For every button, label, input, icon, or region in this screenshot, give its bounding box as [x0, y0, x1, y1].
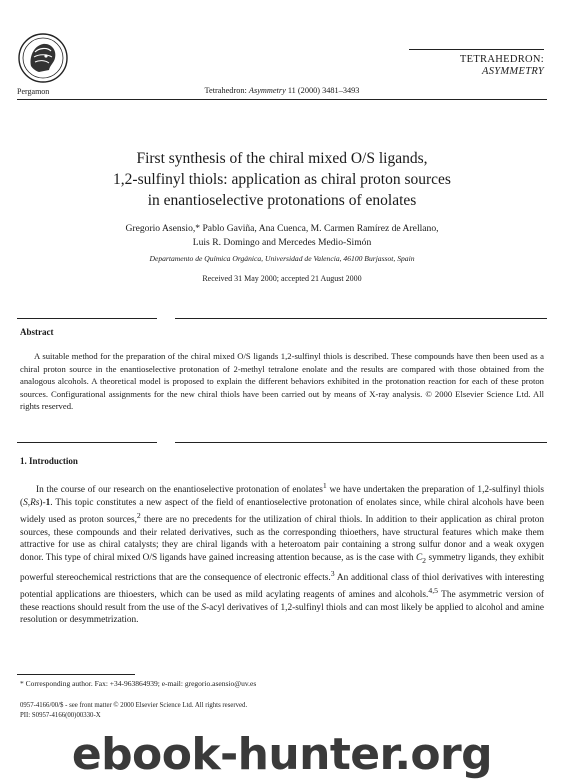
title-line: in enantioselective protonations of enolates: [147, 192, 417, 209]
title-line: 1,2-sulfinyl thiols: application as chiral proton sources: [113, 171, 451, 188]
citation-journal-prefix: Tetrahedron:: [204, 86, 249, 95]
symmetry-subscript: 2: [422, 556, 427, 566]
section-heading-introduction: 1. Introduction: [20, 456, 78, 466]
citation-volume-pages: 11 (2000) 3481–3493: [285, 86, 360, 95]
intro-text: In the course of our research on the enantioselective protonation of enolates: [36, 485, 323, 496]
abstract-heading: Abstract: [20, 327, 54, 337]
citation-journal-italic: Asymmetry: [248, 86, 286, 95]
intro-text: symmetry ligands, they exhibit powerful stereochemical restrictions that are the consequence of electronic effects.: [20, 553, 544, 583]
journal-name-line1: TETRAHEDRON:: [459, 54, 544, 65]
corresponding-author-footnote: * Corresponding author. Fax: +34-963864939; e-mail: gregorio.asensio@uv.es: [20, 679, 257, 688]
footnote-divider: [17, 674, 135, 675]
divider-short-bottom: [17, 442, 157, 443]
journal-name-box: [409, 49, 544, 78]
watermark-text: ebook-hunter.org: [71, 729, 493, 780]
authors-line: Gregorio Asensio,* Pablo Gaviña, Ana Cuenca, M. Carmen Ramírez de Arellano,: [125, 223, 439, 234]
symmetry-symbol: C: [415, 553, 423, 564]
divider-long-top: [175, 318, 547, 319]
abstract-text: A suitable method for the preparation of the chiral mixed O/S ligands 1,2-sulfinyl thiols is described. These compounds have then been used as a chiral proton source in the enantioselective protonation of 2-methyl tetralone enolate and the results are compared with those obtained from the analogous alcohols. A theoretical model is proposed to explain the different behaviors exhibited in the protonation reaction for each of these proton sources. Configurational assignments for the new chiral thiols have been carried out by means of X-ray analysis. © 2000 Elsevier Science Ltd. All rights reserved.: [20, 351, 544, 412]
received-dates: Received 31 May 2000; accepted 21 August 2000: [202, 274, 362, 283]
acyl-prefix: S: [201, 602, 206, 613]
affiliation: Departamento de Química Orgánica, Universidad de Valencia, 46100 Burjassot, Spain: [149, 254, 415, 263]
issn-line: 0957-4166/00/$ - see front matter © 2000 Elsevier Science Ltd. All rights reserved.: [20, 702, 248, 709]
citation-ref: 4,5: [428, 585, 439, 595]
citation-ref: 2: [136, 510, 141, 520]
stereo-descriptor: S,Rs: [23, 497, 40, 508]
introduction-paragraph: [20, 480, 544, 627]
intro-text: we have undertaken the preparation of 1,2-sulfinyl thiols (: [20, 485, 545, 508]
divider-short-top: [17, 318, 157, 319]
intro-text: -acyl derivatives of 1,2-sulfinyl thiols and can most likely be applied to alcohol and amine resolution or desymmetrization.: [20, 602, 544, 626]
intro-text: The asymmetric version of these reactions should result from the use of the: [20, 589, 544, 613]
intro-text: there are no precedents for the utilization of chiral thiols. In addition to their application as chiral proton sources, these compounds and their related derivatives, such as the corresponding thioethers, have structural features which make them attractive for use as chiral catalysts; they are chiral ligands with a heteroatom pair containing a strong sulfur donor and a weak oxygen donor. This type of chiral mixed O/S ligands have gained increasing attention because, as is the case with: [20, 514, 544, 564]
article-title: [30, 148, 534, 211]
authors-line: Luis R. Domingo and Mercedes Medio-Simón: [192, 237, 372, 248]
journal-name-line2: ASYMMETRY: [481, 66, 544, 77]
author-list: [30, 222, 534, 250]
journal-citation: [0, 86, 564, 95]
header-divider: [17, 99, 547, 100]
divider-long-bottom: [175, 442, 547, 443]
intro-text: )-: [39, 497, 46, 508]
publisher-logo-icon: [17, 32, 69, 84]
intro-text: An additional class of thiol derivatives with interesting potential applications are thioesters, which can be used as mild acylating reagents of amines and alcohols.: [20, 572, 544, 600]
pii-line: PII: S0957-4166(00)00330-X: [20, 712, 101, 719]
compound-number: 1: [45, 497, 51, 508]
intro-text: . This topic constitutes a new aspect of the field of enantioselective protonation of enolates since, while chiral alcohols have been widely used as proton sources,: [20, 497, 544, 525]
publisher-name: Pergamon: [17, 87, 50, 96]
journal-box-rule: [409, 49, 544, 50]
title-line: First synthesis of the chiral mixed O/S ligands,: [136, 150, 428, 167]
citation-ref: 3: [330, 568, 335, 578]
citation-ref: 1: [322, 481, 327, 490]
